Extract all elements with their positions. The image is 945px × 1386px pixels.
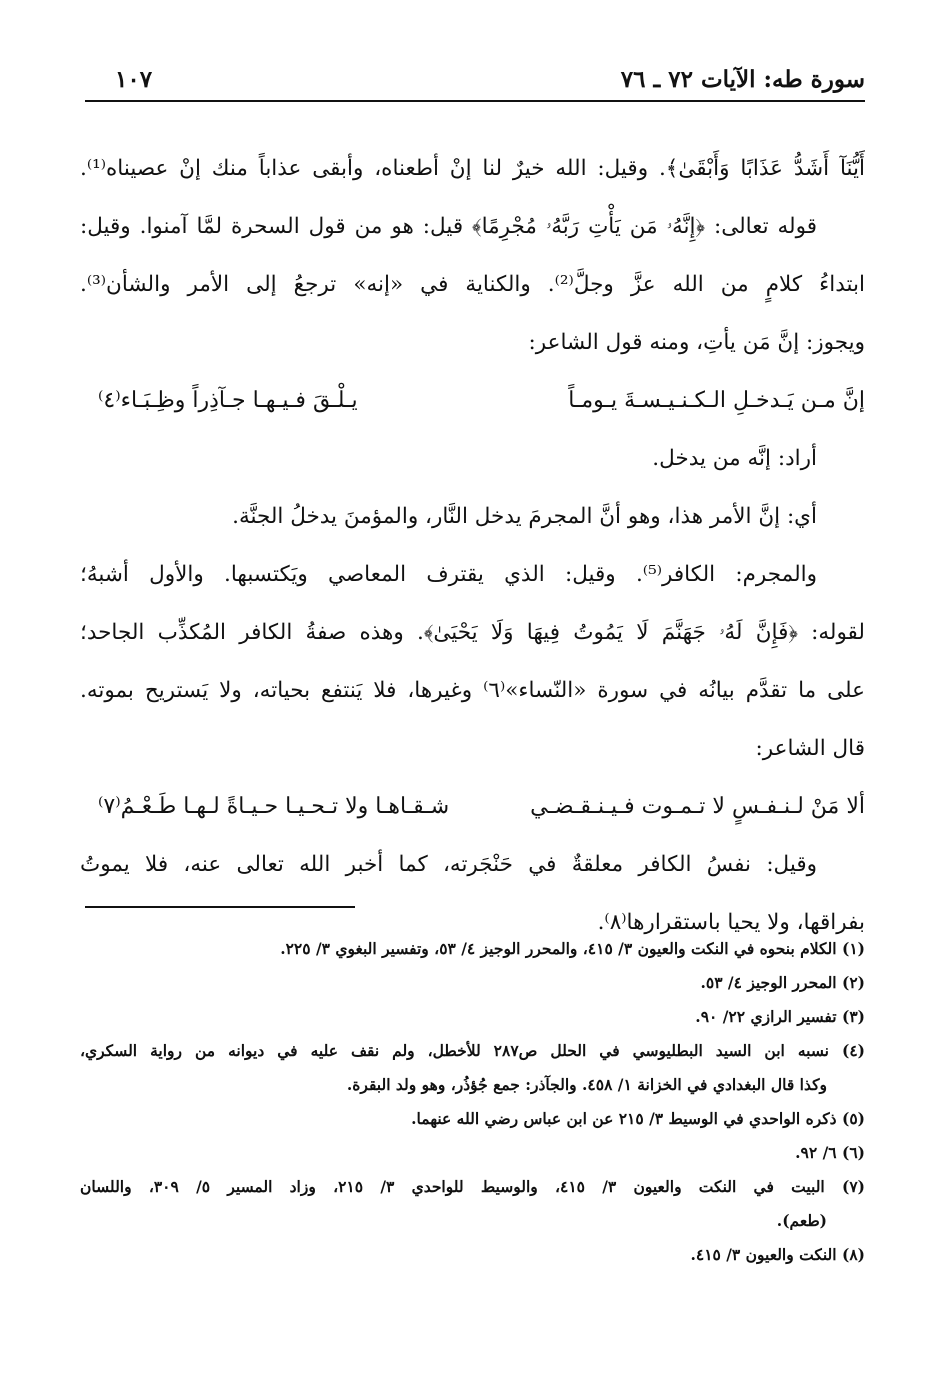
page-header [85, 60, 865, 102]
text-line: أراد: إنَّه من يدخل. [652, 446, 817, 471]
verse-first-hemistich: إنَّ مـن يَـدخـلِ الـكـنـيـسـةَ يـومـاً [568, 388, 865, 413]
footnote: (٧) البيت في النكت والعيون ٣/ ٤١٥، والوسيط للواحدي ٣/ ٢١٥، وزاد المسير ٥/ ٣٠٩، واللسان [80, 1177, 865, 1196]
footnote: (٢) المحرر الوجيز ٤/ ٥٣. [700, 973, 865, 992]
verse-second-hemistich: شـقـاهـا ولا تـحـيـا حـيـاةً لـهـا طَـعْـمُ⁽٧⁾ [98, 794, 450, 819]
text-line: ويجوز: إنَّ مَن يأتِ، ومنه قول الشاعر: [528, 330, 865, 355]
footnote-continuation: وكذا قال البغدادي في الخزانة ١/ ٤٥٨. والجآذر: جمع جُؤذُر، وهو ولد البقرة. [346, 1075, 827, 1094]
text-line: على ما تقدَّم بيانُه في سورة «النّساء»⁽٦⁾ وغيرها، فلا يَنتفع بحياته، ولا يَستريح بموته. [80, 678, 865, 703]
footnote: (٨) النكت والعيون ٣/ ٤١٥. [690, 1245, 865, 1264]
footnote-continuation: (طعم). [776, 1211, 827, 1230]
footnote: (٣) تفسير الرازي ٢٢/ ٩٠. [695, 1007, 865, 1026]
text-line: بفراقها، ولا يحيا باستقرارها⁽٨⁾. [597, 910, 865, 935]
footnote: (٤) نسبه ابن السيد البطليوسي في الحلل ص٢٨٧ للأخطل، ولم نقف عليه في ديوانه من رواية السكري، [80, 1041, 865, 1060]
page-number: ١٠٧ [115, 66, 153, 93]
footnotes [80, 932, 865, 1272]
text-line: ابتداءُ كلامٍ من الله عزَّ وجلَّ⁽²⁾. والكناية في «إنه» ترجعُ إلى الأمر والشأن⁽³⁾. [80, 272, 865, 297]
text-line: قوله تعالى: ﴿إِنَّهُۥ مَن يَأْتِ رَبَّهُۥ مُجْرِمًا﴾ قيل: هو من قول السحرة لمَّا آمنوا. وقيل: [80, 214, 817, 239]
running-title: سورة طه: الآيات ٧٢ ـ ٧٦ [620, 66, 865, 93]
footnote-divider [85, 906, 355, 908]
text-line: أي: إنَّ الأمر هذا، وهو أنَّ المجرمَ يدخل النَّار، والمؤمنَ يدخلُ الجنَّة. [232, 504, 817, 529]
text-line: قال الشاعر: [755, 736, 865, 761]
footnote: (٦) ٦/ ٩٢. [795, 1143, 865, 1162]
footnote: (١) الكلام بنحوه في النكت والعيون ٣/ ٤١٥، والمحرر الوجيز ٤/ ٥٣، وتفسير البغوي ٣/ ٢٢٥. [280, 939, 865, 958]
poetry-verse [80, 372, 865, 430]
main-text [80, 140, 865, 952]
verse-first-hemistich: ألا مَنْ لـنـفـسٍ لا تـمـوت فـيـنـقـضـي [530, 794, 865, 819]
text-line: أَيُّنَآ أَشَدُّ عَذَابًا وَأَبْقَىٰ﴾. وقيل: الله خيرٌ لنا إنْ أطعناه، وأبقى عذاباً منك إنْ عصيناه⁽¹⁾. [80, 156, 865, 181]
verse-second-hemistich: يـلْـقَ فـيـهـا جـآذِراً وظِـبَـاء⁽٤⁾ [98, 388, 358, 413]
text-line: لقوله: ﴿فَإِنَّ لَهُۥ جَهَنَّمَ لَا يَمُوتُ فِيهَا وَلَا يَحْيَىٰ﴾. وهذه صفةُ الكافر المُكذِّب الجاحد؛ [80, 620, 865, 645]
poetry-verse [80, 778, 865, 836]
text-line: والمجرم: الكافر⁽⁵⁾. وقيل: الذي يقترف المعاصي ويَكتسبها. والأول أشبهُ؛ [80, 562, 818, 587]
text-line: وقيل: نفسُ الكافر معلقةٌ في حَنْجَرته، كما أخبر الله تعالى عنه، فلا يموتُ [80, 852, 817, 877]
footnote: (٥) ذكره الواحدي في الوسيط ٣/ ٢١٥ عن ابن عباس رضي الله عنهما. [411, 1109, 865, 1128]
